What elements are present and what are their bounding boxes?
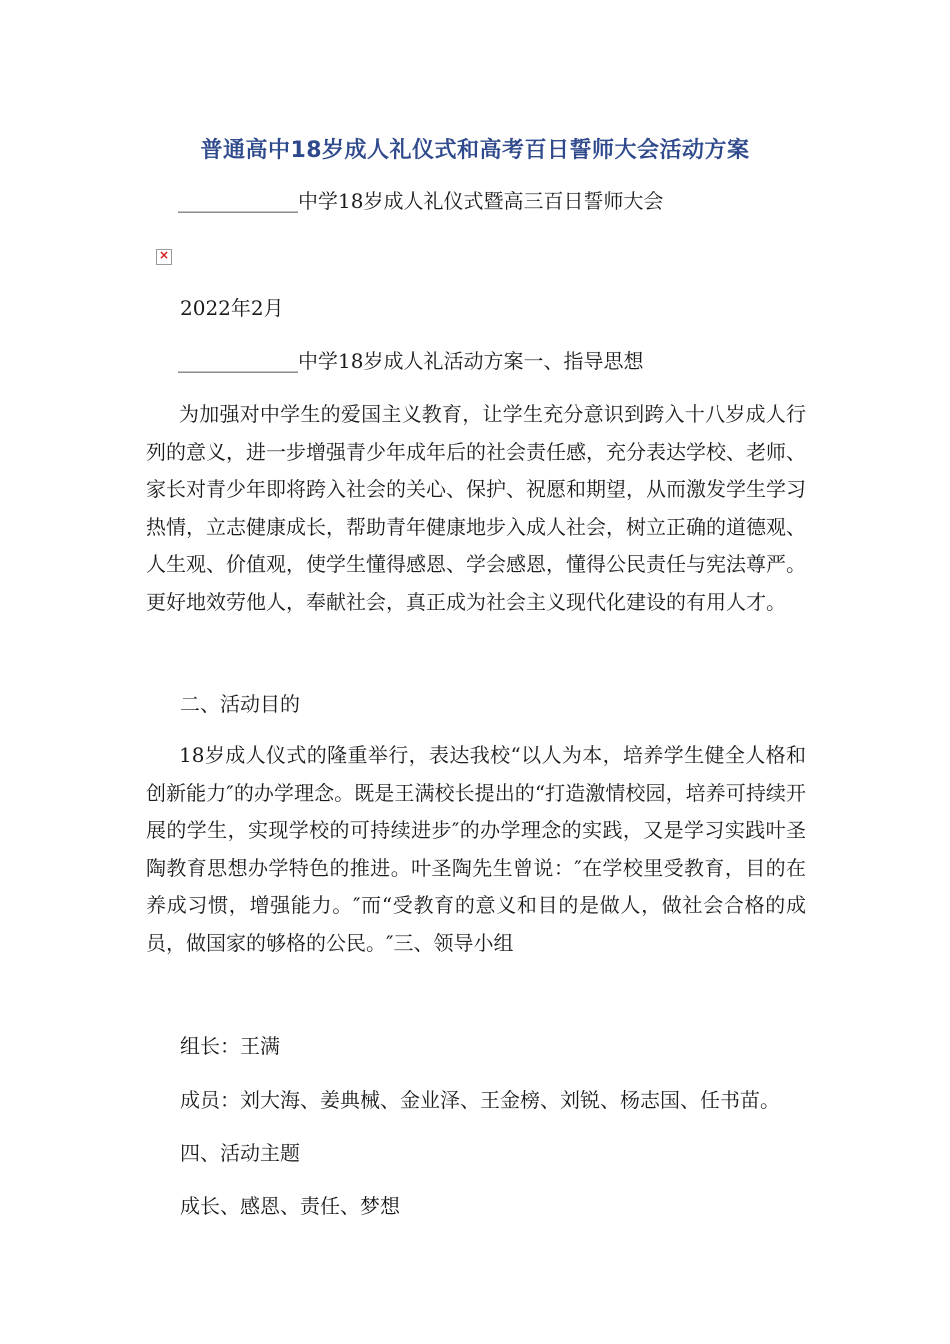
theme-line: 成长、感恩、责任、梦想 bbox=[180, 1194, 400, 1218]
members-line: 成员：刘大海、姜典械、金业泽、王金榜、刘锐、杨志国、任书苗。 bbox=[180, 1088, 780, 1112]
paragraph-guiding-ideology: 为加强对中学生的爱国主义教育，让学生充分意识到跨入十八岁成人行列的意义，进一步增强青少年成年后的社会责任感，充分表达学校、老师、家长对青少年即将跨入社会的关心、保护、祝愿和期望，从而激发学生学习热情，立志健康成长，帮助青年健康地步入成人社会，树立正确的道德观、人生观、价值观，使学生懂得感恩、学会感恩，懂得公民责任与宪法尊严。更好地效劳他人，奉献社会，真正成为社会主义现代化建设的有用人才。 bbox=[146, 402, 806, 614]
document-date: 2022年2月 bbox=[180, 296, 284, 320]
section-heading-activity-purpose: 二、活动目的 bbox=[180, 692, 300, 716]
section-heading-activity-theme: 四、活动主题 bbox=[180, 1141, 300, 1165]
broken-image-icon: × bbox=[156, 249, 172, 265]
paragraph-activity-purpose: 18岁成人仪式的隆重举行，表达我校“以人为本，培养学生健全人格和创新能力″的办学理念。既是王满校长提出的“打造激情校园，培养可持续开展的学生，实现学校的可持续进步″的办学理念的实践，又是学习实践叶圣陶教育思想办学特色的推进。叶圣陶先生曾说：″在学校里受教育，目的在养成习惯，增强能力。″而“受教育的意义和目的是做人，做社会合格的成员，做国家的够格的公民。″三、领导小组 bbox=[146, 743, 806, 955]
section-heading-guiding-ideology: ____________中学18岁成人礼活动方案一、指导思想 bbox=[178, 349, 644, 373]
leader-line: 组长：王满 bbox=[180, 1034, 280, 1058]
document-title: 普通高中18岁成人礼仪式和高考百日誓师大会活动方案 bbox=[200, 138, 750, 163]
document-subtitle: ____________中学18岁成人礼仪式暨高三百日誓师大会 bbox=[178, 189, 664, 213]
